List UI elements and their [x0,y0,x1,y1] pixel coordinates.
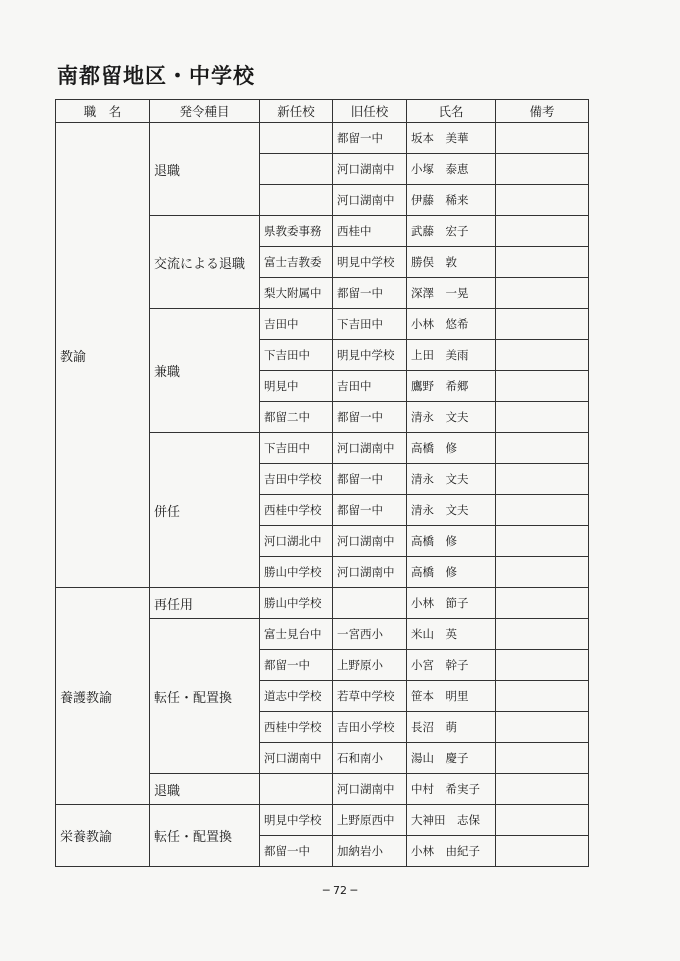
name-cell: 伊藤 稀来 [407,185,496,216]
old-school-cell: 都留一中 [333,123,407,154]
new-school-cell: 吉田中学校 [260,464,333,495]
new-school-cell: 河口湖南中 [260,743,333,774]
note-cell [496,185,589,216]
note-cell [496,681,589,712]
header-new-school: 新任校 [260,100,333,123]
new-school-cell [260,123,333,154]
note-cell [496,340,589,371]
kind-cell: 転任・配置換 [150,805,260,867]
note-cell [496,588,589,619]
page-number: ─ 72 ─ [322,884,358,897]
old-school-cell: 河口湖南中 [333,433,407,464]
note-cell [496,526,589,557]
note-cell [496,278,589,309]
page-title: 南都留地区・中学校 [57,64,255,88]
old-school-cell: 都留一中 [333,278,407,309]
header-old-school: 旧任校 [333,100,407,123]
table-row [56,805,589,836]
note-cell [496,774,589,805]
old-school-cell: 吉田中 [333,371,407,402]
note-cell [496,247,589,278]
name-cell: 上田 美雨 [407,340,496,371]
kind-cell: 交流による退職 [150,216,260,309]
name-cell: 高橋 修 [407,557,496,588]
name-cell: 高橋 修 [407,433,496,464]
note-cell [496,743,589,774]
new-school-cell: 吉田中 [260,309,333,340]
name-cell: 小林 由紀子 [407,836,496,867]
header-kind: 発令種目 [150,100,260,123]
note-cell [496,557,589,588]
new-school-cell: 都留一中 [260,836,333,867]
old-school-cell: 若草中学校 [333,681,407,712]
note-cell [496,464,589,495]
old-school-cell: 都留一中 [333,464,407,495]
new-school-cell: 都留一中 [260,650,333,681]
note-cell [496,836,589,867]
note-cell [496,216,589,247]
note-cell [496,650,589,681]
new-school-cell: 明見中学校 [260,805,333,836]
kind-cell: 併任 [150,433,260,588]
name-cell: 清永 文夫 [407,495,496,526]
new-school-cell: 下吉田中 [260,340,333,371]
name-cell: 大神田 志保 [407,805,496,836]
note-cell [496,712,589,743]
name-cell: 笹本 明里 [407,681,496,712]
new-school-cell: 西桂中学校 [260,495,333,526]
old-school-cell: 上野原西中 [333,805,407,836]
name-cell: 小宮 幹子 [407,650,496,681]
note-cell [496,309,589,340]
name-cell: 清永 文夫 [407,464,496,495]
name-cell: 深澤 一晃 [407,278,496,309]
old-school-cell: 都留一中 [333,402,407,433]
note-cell [496,805,589,836]
old-school-cell: 上野原小 [333,650,407,681]
name-cell: 鷹野 希郷 [407,371,496,402]
note-cell [496,619,589,650]
kind-cell: 再任用 [150,588,260,619]
table-row [56,588,589,619]
note-cell [496,433,589,464]
job-cell: 養護教諭 [56,588,150,805]
new-school-cell [260,154,333,185]
old-school-cell: 一宮西小 [333,619,407,650]
header-job: 職 名 [56,100,150,123]
new-school-cell: 梨大附属中 [260,278,333,309]
personnel-table [55,99,589,867]
old-school-cell: 吉田小学校 [333,712,407,743]
kind-cell: 退職 [150,123,260,216]
old-school-cell: 明見中学校 [333,340,407,371]
new-school-cell: 県教委事務 [260,216,333,247]
name-cell: 小塚 泰恵 [407,154,496,185]
name-cell: 清永 文夫 [407,402,496,433]
header-note: 備考 [496,100,589,123]
old-school-cell: 下吉田中 [333,309,407,340]
old-school-cell: 都留一中 [333,495,407,526]
new-school-cell: 道志中学校 [260,681,333,712]
name-cell: 高橋 修 [407,526,496,557]
name-cell: 中村 希実子 [407,774,496,805]
old-school-cell [333,588,407,619]
note-cell [496,154,589,185]
note-cell [496,123,589,154]
old-school-cell: 河口湖南中 [333,774,407,805]
job-cell: 栄養教諭 [56,805,150,867]
name-cell: 小林 節子 [407,588,496,619]
new-school-cell: 下吉田中 [260,433,333,464]
new-school-cell: 西桂中学校 [260,712,333,743]
table-header-row [56,100,589,123]
note-cell [496,402,589,433]
new-school-cell: 富士吉教委 [260,247,333,278]
note-cell [496,371,589,402]
new-school-cell: 富士見台中 [260,619,333,650]
old-school-cell: 明見中学校 [333,247,407,278]
kind-cell: 転任・配置換 [150,619,260,774]
new-school-cell: 明見中 [260,371,333,402]
name-cell: 勝俣 敦 [407,247,496,278]
note-cell [496,495,589,526]
name-cell: 湯山 慶子 [407,743,496,774]
name-cell: 武藤 宏子 [407,216,496,247]
name-cell: 小林 悠希 [407,309,496,340]
new-school-cell: 河口湖北中 [260,526,333,557]
old-school-cell: 西桂中 [333,216,407,247]
new-school-cell: 勝山中学校 [260,557,333,588]
old-school-cell: 石和南小 [333,743,407,774]
old-school-cell: 加納岩小 [333,836,407,867]
header-name: 氏名 [407,100,496,123]
name-cell: 長沼 萌 [407,712,496,743]
new-school-cell [260,185,333,216]
name-cell: 坂本 美華 [407,123,496,154]
new-school-cell: 都留二中 [260,402,333,433]
new-school-cell [260,774,333,805]
old-school-cell: 河口湖南中 [333,185,407,216]
old-school-cell: 河口湖南中 [333,154,407,185]
old-school-cell: 河口湖南中 [333,526,407,557]
new-school-cell: 勝山中学校 [260,588,333,619]
job-cell: 教諭 [56,123,150,588]
table-row [56,123,589,154]
name-cell: 米山 英 [407,619,496,650]
old-school-cell: 河口湖南中 [333,557,407,588]
kind-cell: 退職 [150,774,260,805]
kind-cell: 兼職 [150,309,260,433]
